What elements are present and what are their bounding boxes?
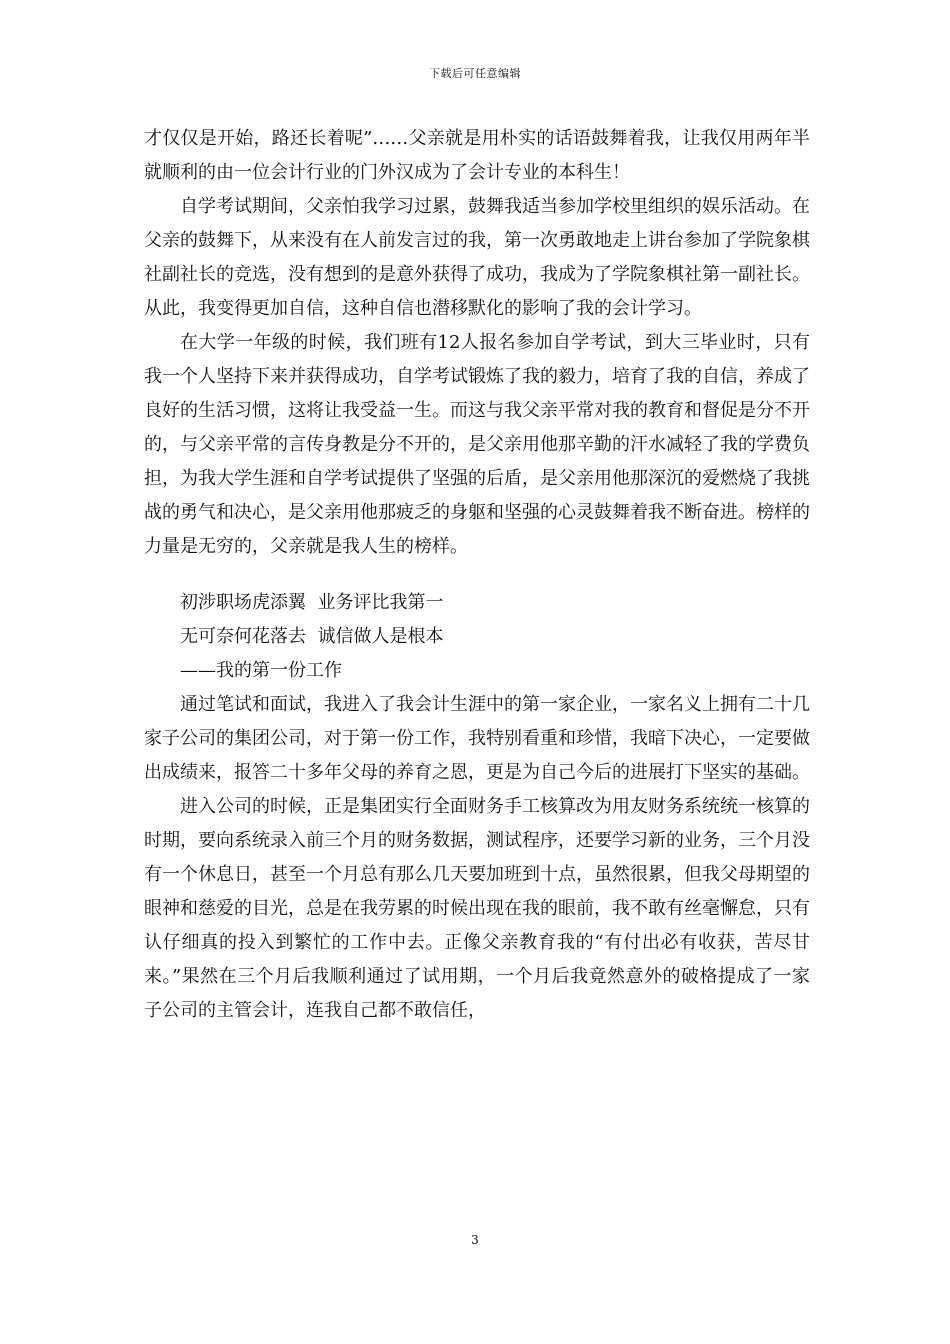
paragraph-4: 通过笔试和面试，我进入了我会计生涯中的第一家企业，一家名义上拥有二十几家子公司的集团公司，对于第一份工作，我特别看重和珍惜，我暗下决心，一定要做出成绩来，报答二十多年父母的养育之恩，更是为自己今后的进展打下坚实的基础。 <box>144 694 810 783</box>
paragraph-3: 在大学一年级的时候，我们班有12人报名参加自学考试，到大三毕业时，只有我一个人坚持下来并获得成功，自学考试锻炼了我的毅力，培育了我的自信，养成了良好的生活习惯，这将让我受益一生。而这与我父亲平常对我的教育和督促是分不开的，与父亲平常的言传身教是分不开的，是父亲用他那辛勤的汗水减轻了我的学费负担，为我大学生涯和自学考试提供了坚强的后盾，是父亲用他那深沉的爱燃烧了我挑战的勇气和决心，是父亲用他那疲乏的身躯和坚强的心灵鼓舞着我不断奋进。榜样的力量是无穷的，父亲就是我人生的榜样。 <box>144 332 810 557</box>
section-gap <box>144 564 810 586</box>
section-heading-2: 无可奈何花落去 诚信做人是根本 <box>180 626 444 647</box>
section-subtitle: ——我的第一份工作 <box>180 660 342 681</box>
document-body <box>144 122 810 1028</box>
paragraph-2: 自学考试期间，父亲怕我学习过累，鼓舞我适当参加学校里组织的娱乐活动。在父亲的鼓舞下，从来没有在人前发言过的我，第一次勇敢地走上讲台参加了学院象棋社副社长的竞选，没有想到的是意外获得了成功，我成为了学院象棋社第一副社长。从此，我变得更加自信，这种自信也潜移默化的影响了我的会计学习。 <box>144 196 810 319</box>
paragraph-5: 进入公司的时候，正是集团实行全面财务手工核算改为用友财务系统统一核算的时期，要向系统录入前三个月的财务数据，测试程序，还要学习新的业务，三个月没有一个休息日，甚至一个月总有那么几天要加班到十点，虽然很累，但我父母期望的眼神和慈爱的目光，总是在我劳累的时候出现在我的眼前，我不敢有丝毫懈怠，只有认仔细真的投入到繁忙的工作中去。正像父亲教育我的“有付出必有收获，苦尽甘来。”果然在三个月后我顺利通过了试用期，一个月后我竟然意外的破格提成了一家子公司的主管会计，连我自己都不敢信任， <box>144 796 810 1021</box>
section-heading-1: 初涉职场虎添翼 业务评比我第一 <box>180 592 444 613</box>
page-header: 下载后可任意编辑 <box>429 67 521 80</box>
paragraph-1: 才仅仅是开始，路还长着呢”……父亲就是用朴实的话语鼓舞着我，让我仅用两年半就顺利的由一位会计行业的门外汉成为了会计专业的本科生！ <box>144 128 810 183</box>
page-number: 3 <box>471 1233 479 1247</box>
